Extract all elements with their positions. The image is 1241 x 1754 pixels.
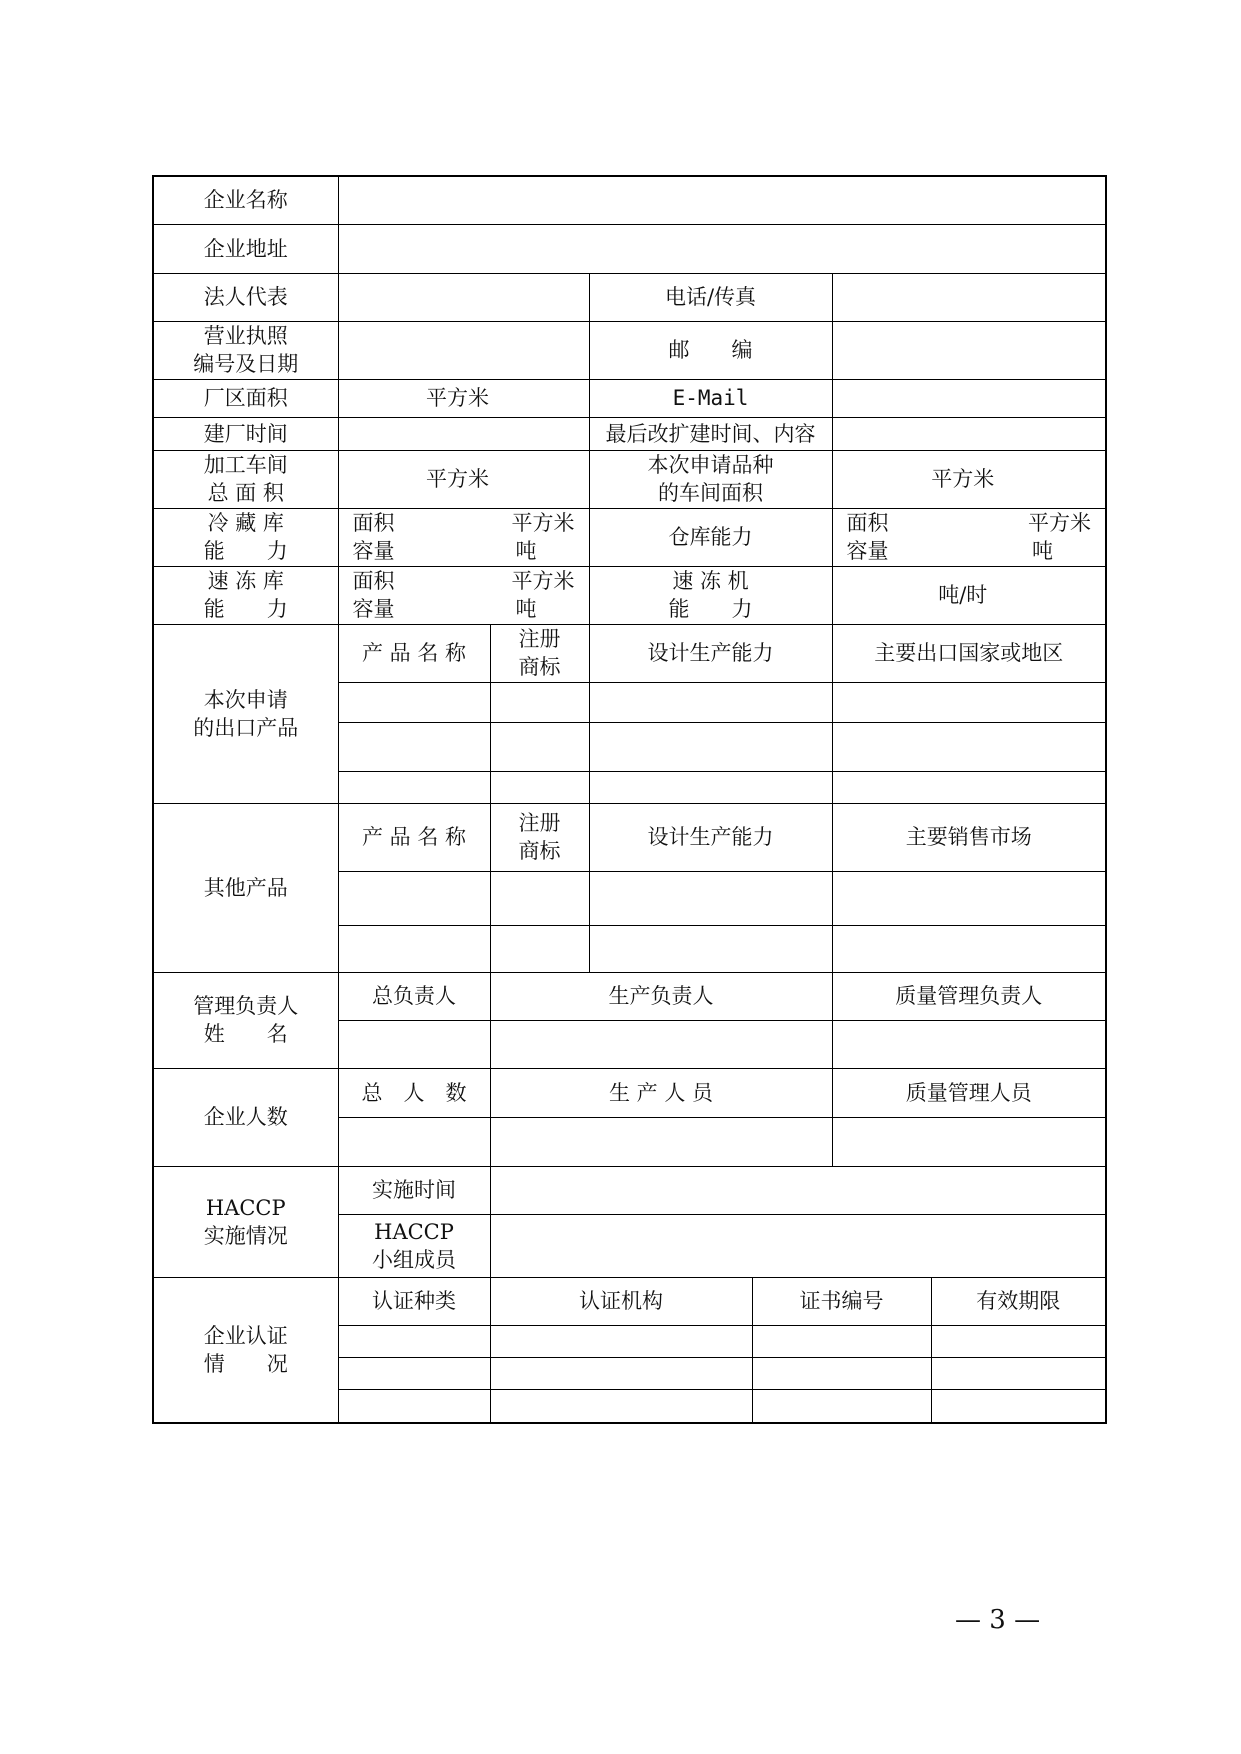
applied-workshop-label [589,450,832,508]
haccp-time-field[interactable] [490,1166,1106,1214]
cert-number-cell[interactable] [752,1325,931,1357]
row-license [153,321,1106,379]
phone-fax-field[interactable] [832,273,1106,321]
cold-storage-label [153,508,338,566]
other-market-cell[interactable] [832,871,1106,925]
management-label-line1: 管理负责人 [193,994,299,1018]
plant-area-field[interactable] [338,379,589,417]
other-col-capacity: 设计生产能力 [589,803,832,871]
production-manager-field[interactable] [490,1020,832,1068]
export-market-cell[interactable] [832,771,1106,803]
cert-body-cell[interactable] [490,1389,752,1423]
company-name-label: 企业名称 [153,176,338,224]
total-staff-label: 总 人 数 [338,1068,490,1117]
license-label-line2: 编号及日期 [193,352,299,376]
management-label-line2: 姓 名 [203,1022,288,1046]
other-trademark-cell[interactable] [490,871,589,925]
license-field[interactable] [338,321,589,379]
cert-label-line1: 企业认证 [203,1323,288,1348]
quality-staff-label: 质量管理人员 [832,1068,1106,1117]
freeze-storage-line2: 能 力 [203,597,288,621]
cold-area-line: 面积 平方米 [352,511,575,535]
cert-type-cell[interactable] [338,1325,490,1357]
last-expansion-label: 最后改扩建时间、内容 [589,417,832,450]
phone-fax-label: 电话/传真 [589,273,832,321]
haccp-label-line2: 实施情况 [203,1223,288,1248]
export-col-trademark: 注册 商标 [490,624,589,682]
freeze-storage-label [153,566,338,624]
warehouse-capacity-field[interactable] [832,508,1106,566]
haccp-team-label [338,1214,490,1277]
production-staff-field[interactable] [490,1117,832,1166]
company-name-field[interactable] [338,176,1106,224]
export-label-line2: 的出口产品 [193,715,299,740]
cold-storage-field[interactable] [338,508,589,566]
other-capacity-cell[interactable] [589,925,832,972]
freezer-label [589,566,832,624]
freeze-area-line: 面积 平方米 [352,569,575,593]
row-cert-header [153,1277,1106,1325]
total-staff-field[interactable] [338,1117,490,1166]
freeze-capacity-line: 容量 吨 [352,597,537,621]
row-haccp-time [153,1166,1106,1214]
staff-label: 企业人数 [153,1068,338,1166]
row-build-time [153,417,1106,450]
cert-validity-cell[interactable] [931,1325,1106,1357]
workshop-unit: 平方米 [426,467,489,491]
warehouse-capacity-line: 容量 吨 [846,539,1053,563]
row-management-header [153,972,1106,1020]
freeze-storage-field[interactable] [338,566,589,624]
page-number: — 3 — [955,1605,1041,1635]
general-manager-field[interactable] [338,1020,490,1068]
other-col-name: 产 品 名 称 [338,803,490,871]
applied-workshop-line1: 本次申请品种 [647,453,774,477]
cert-number-cell[interactable] [752,1357,931,1389]
cert-validity-cell[interactable] [931,1389,1106,1423]
cold-storage-line2: 能 力 [203,539,288,563]
legal-rep-field[interactable] [338,273,589,321]
freezer-line2: 能 力 [668,597,753,621]
row-company-name [153,176,1106,224]
cert-type-cell[interactable] [338,1357,490,1389]
other-products-label: 其他产品 [153,803,338,972]
row-plant-area [153,379,1106,417]
license-label-line1: 营业执照 [203,324,288,348]
other-capacity-cell[interactable] [589,871,832,925]
cert-type-cell[interactable] [338,1389,490,1423]
cert-body-cell[interactable] [490,1357,752,1389]
cold-storage-line1: 冷 藏 库 [207,511,284,535]
postcode-label: 邮 编 [589,321,832,379]
other-name-cell[interactable] [338,925,490,972]
build-time-field[interactable] [338,417,589,450]
row-staff-header [153,1068,1106,1117]
production-staff-label: 生 产 人 员 [490,1068,832,1117]
cert-number-cell[interactable] [752,1389,931,1423]
cert-validity-cell[interactable] [931,1357,1106,1389]
other-market-cell[interactable] [832,925,1106,972]
cert-type-label: 认证种类 [338,1277,490,1325]
company-address-field[interactable] [338,224,1106,273]
production-manager-label: 生产负责人 [490,972,832,1020]
enterprise-info-table [152,175,1107,1424]
export-products-label [153,624,338,803]
warehouse-area-line: 面积 平方米 [846,511,1091,535]
build-time-label: 建厂时间 [153,417,338,450]
row-other-header [153,803,1106,871]
postcode-field[interactable] [832,321,1106,379]
workshop-label-line1: 加工车间 [203,453,288,477]
plant-area-label: 厂区面积 [153,379,338,417]
other-col-trademark: 注册 商标 [490,803,589,871]
export-name-cell[interactable] [338,771,490,803]
export-market-cell[interactable] [832,722,1106,771]
workshop-label [153,450,338,508]
haccp-team-line1: HACCP [374,1219,454,1244]
certification-label [153,1277,338,1423]
row-legal-rep [153,273,1106,321]
cert-validity-label: 有效期限 [931,1277,1106,1325]
freezer-line1: 速 冻 机 [672,569,749,593]
export-name-cell[interactable] [338,722,490,771]
cert-body-label: 认证机构 [490,1277,752,1325]
freezer-unit: 吨/时 [938,583,988,607]
row-export-header [153,624,1106,682]
export-col-market: 主要出口国家或地区 [832,624,1106,682]
export-capacity-cell[interactable] [589,722,832,771]
haccp-time-label: 实施时间 [338,1166,490,1214]
haccp-label-line1: HACCP [205,1195,286,1220]
other-col-market: 主要销售市场 [832,803,1106,871]
export-trademark-cell[interactable] [490,682,589,722]
other-name-cell[interactable] [338,871,490,925]
email-label: E-Mail [589,379,832,417]
row-company-address [153,224,1106,273]
export-col-capacity: 设计生产能力 [589,624,832,682]
applied-workshop-unit: 平方米 [931,467,995,491]
last-expansion-field[interactable] [832,417,1106,450]
cert-body-cell[interactable] [490,1325,752,1357]
export-name-cell[interactable] [338,682,490,722]
cold-capacity-line: 容量 吨 [352,539,537,563]
export-capacity-cell[interactable] [589,771,832,803]
export-market-cell[interactable] [832,682,1106,722]
email-field[interactable] [832,379,1106,417]
row-workshop [153,450,1106,508]
quality-manager-label: 质量管理负责人 [832,972,1106,1020]
plant-area-unit: 平方米 [426,386,489,410]
management-label [153,972,338,1068]
haccp-team-line2: 小组成员 [372,1247,456,1272]
freeze-storage-line1: 速 冻 库 [207,569,284,593]
haccp-team-field[interactable] [490,1214,1106,1277]
quality-manager-field[interactable] [832,1020,1106,1068]
cert-number-label: 证书编号 [752,1277,931,1325]
license-label [153,321,338,379]
row-cold-storage [153,508,1106,566]
applied-workshop-line2: 的车间面积 [658,481,763,505]
workshop-label-line2: 总 面 积 [207,481,284,505]
export-label-line1: 本次申请 [203,687,288,712]
export-trademark-cell[interactable] [490,771,589,803]
haccp-label [153,1166,338,1277]
workshop-field[interactable] [338,450,589,508]
export-trademark-cell[interactable] [490,722,589,771]
export-col-name: 产 品 名 称 [338,624,490,682]
legal-rep-label: 法人代表 [153,273,338,321]
freezer-field[interactable] [832,566,1106,624]
export-capacity-cell[interactable] [589,682,832,722]
company-address-label: 企业地址 [153,224,338,273]
other-trademark-cell[interactable] [490,925,589,972]
warehouse-capacity-label: 仓库能力 [589,508,832,566]
applied-workshop-field[interactable] [832,450,1106,508]
row-freeze-storage [153,566,1106,624]
cert-label-line2: 情 况 [203,1351,288,1376]
general-manager-label: 总负责人 [338,972,490,1020]
quality-staff-field[interactable] [832,1117,1106,1166]
